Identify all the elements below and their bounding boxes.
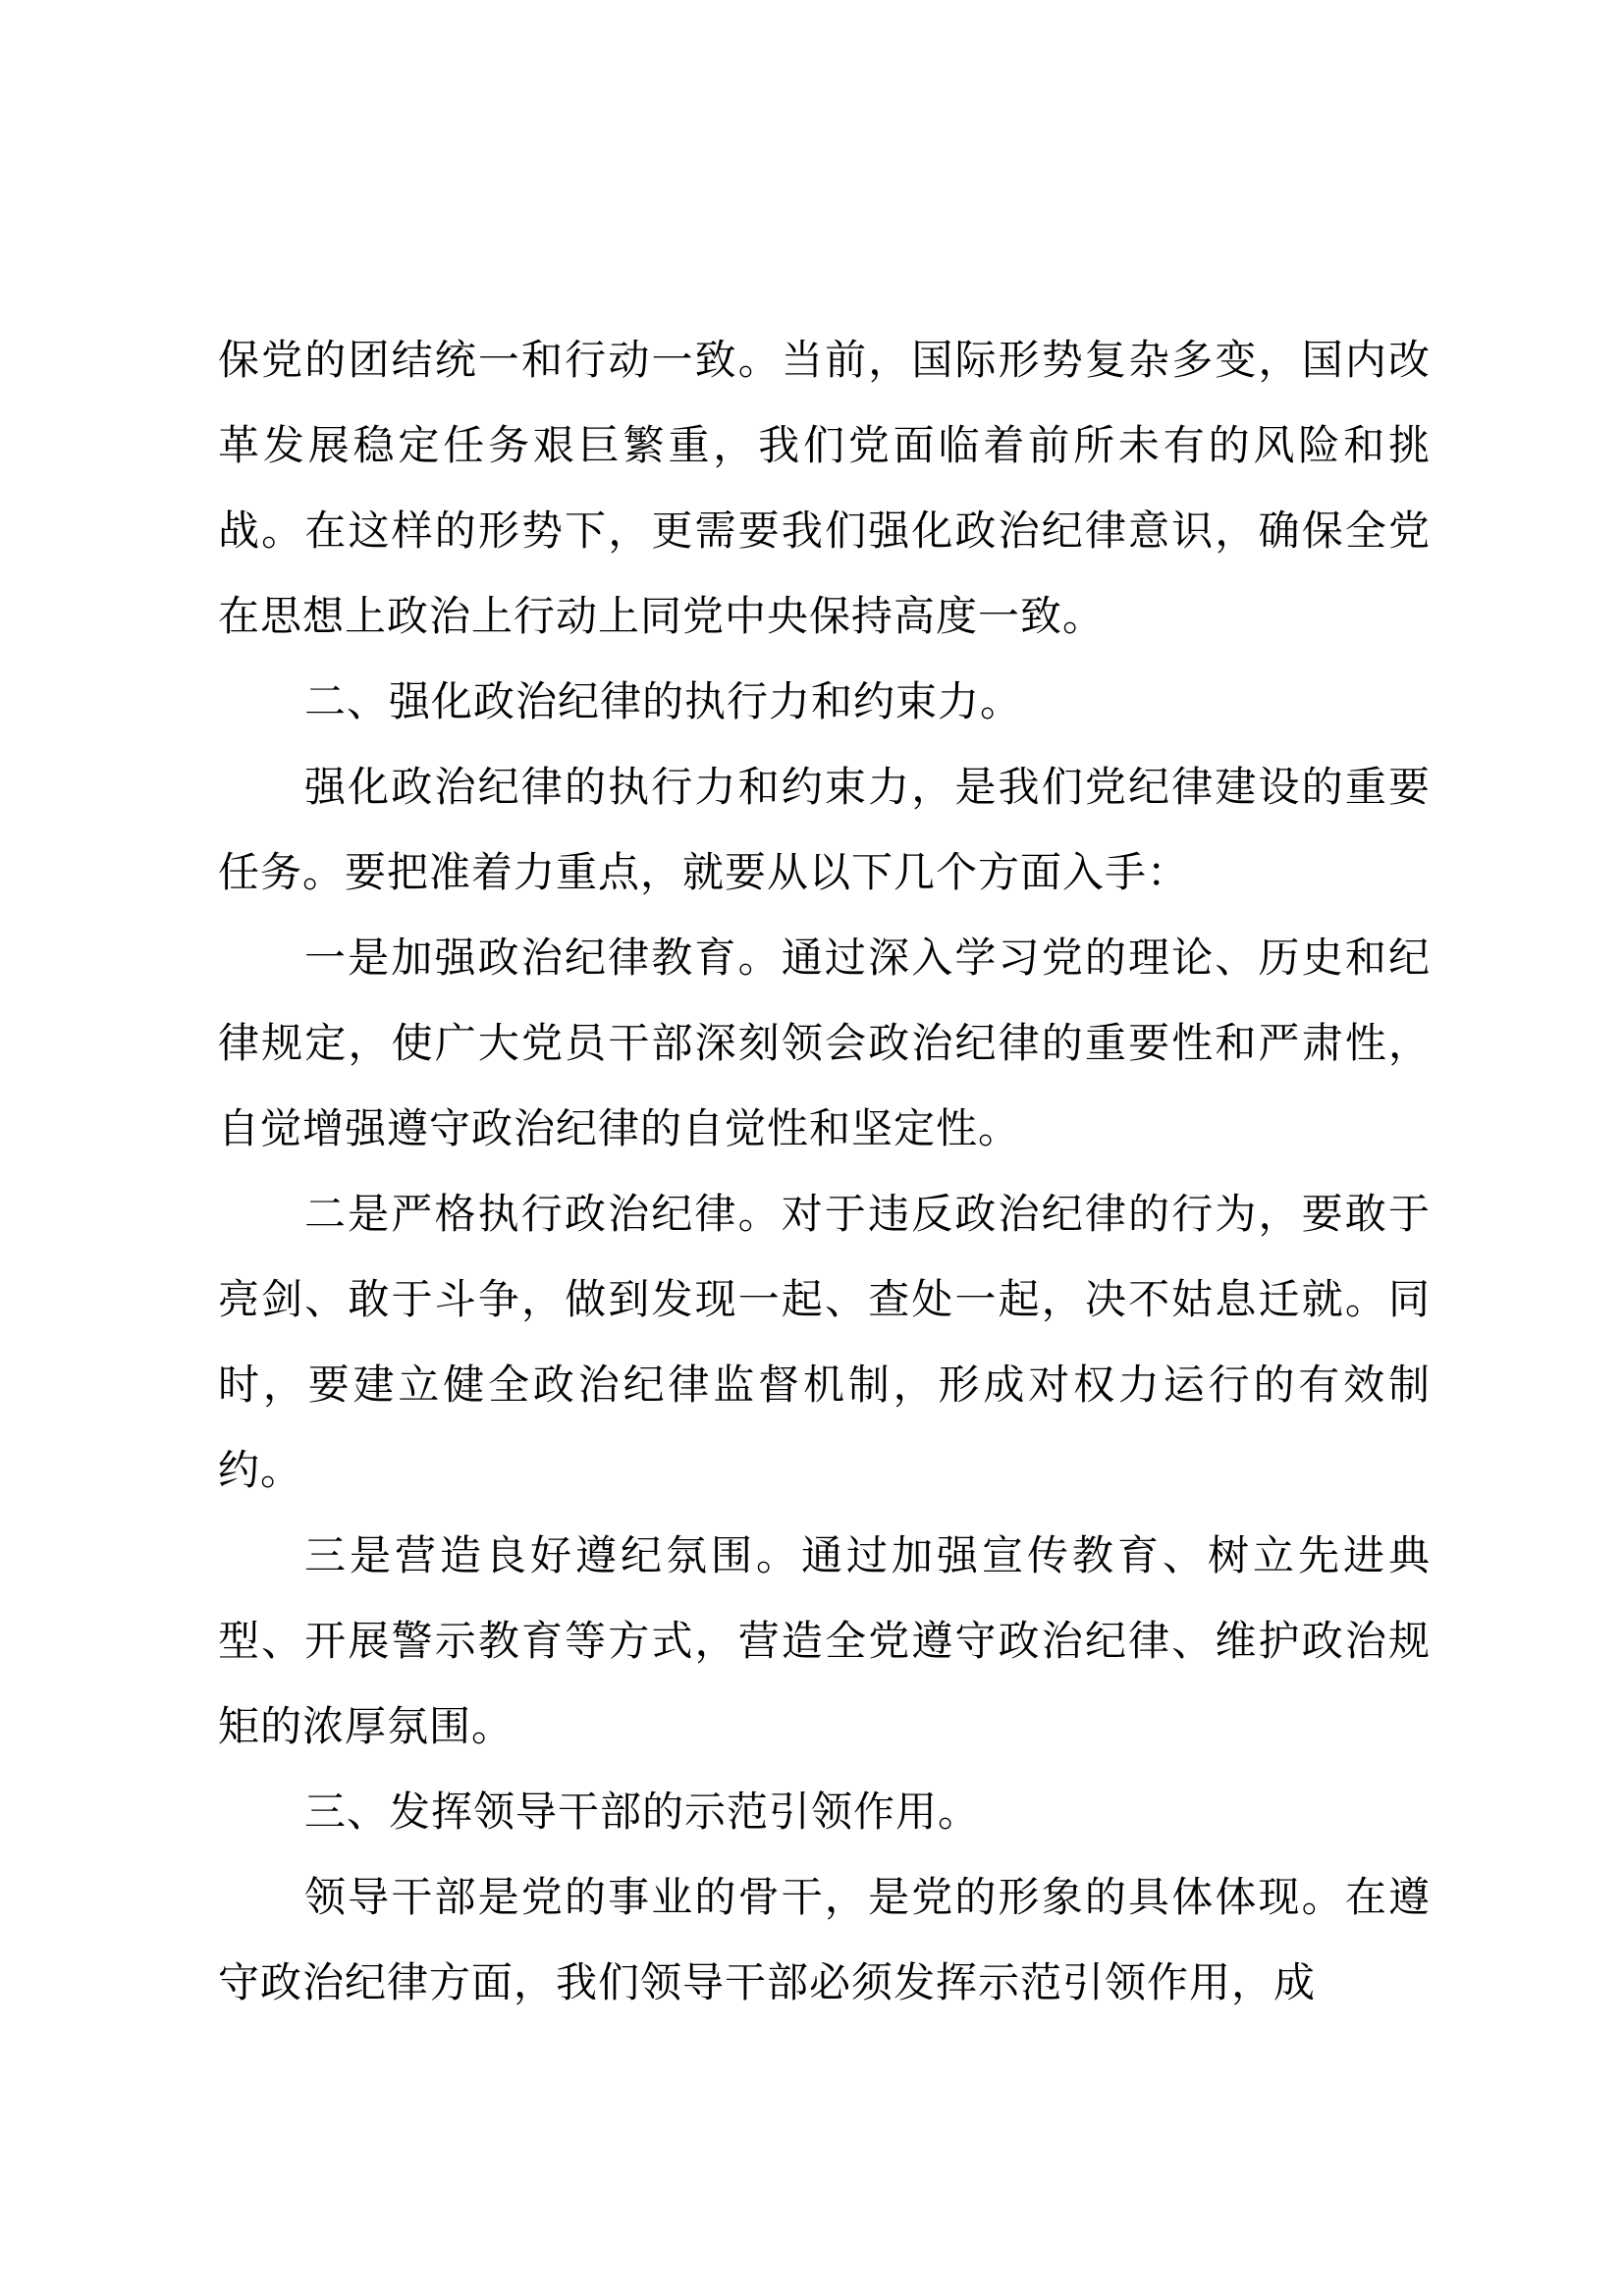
section-heading-2: 二、强化政治纪律的执行力和约束力。 — [304, 677, 1023, 725]
paragraph-intro: 强化政治纪律的执行力和约束力，是我们党纪律建设的重要任务。要把准着力重点，就要从以下几个方面入手： — [218, 763, 1431, 896]
paragraph-leaders: 领导干部是党的事业的骨干，是党的形象的具体体现。在遵守政治纪律方面，我们领导干部必须发挥示范引领作用，成 — [218, 1873, 1431, 2006]
document-body — [218, 317, 1431, 2025]
paragraph-point-2: 二是严格执行政治纪律。对于违反政治纪律的行为，要敢于亮剑、敢于斗争，做到发现一起、查处一起，决不姑息迁就。同时，要建立健全政治纪律监督机制，形成对权力运行的有效制约。 — [218, 1190, 1431, 1494]
section-heading-3: 三、发挥领导干部的示范引领作用。 — [304, 1788, 981, 1836]
paragraph-point-3: 三是营造良好遵纪氛围。通过加强宣传教育、树立先进典型、开展警示教育等方式，营造全党遵守政治纪律、维护政治规矩的浓厚氛围。 — [218, 1531, 1431, 1750]
paragraph-continuation: 保党的团结统一和行动一致。当前，国际形势复杂多变，国内改革发展稳定任务艰巨繁重，我们党面临着前所未有的风险和挑战。在这样的形势下，更需要我们强化政治纪律意识，确保全党在思想上政治上行动上同党中央保持高度一致。 — [218, 336, 1431, 640]
paragraph-point-1: 一是加强政治纪律教育。通过深入学习党的理论、历史和纪律规定，使广大党员干部深刻领会政治纪律的重要性和严肃性，自觉增强遵守政治纪律的自觉性和坚定性。 — [218, 934, 1431, 1152]
